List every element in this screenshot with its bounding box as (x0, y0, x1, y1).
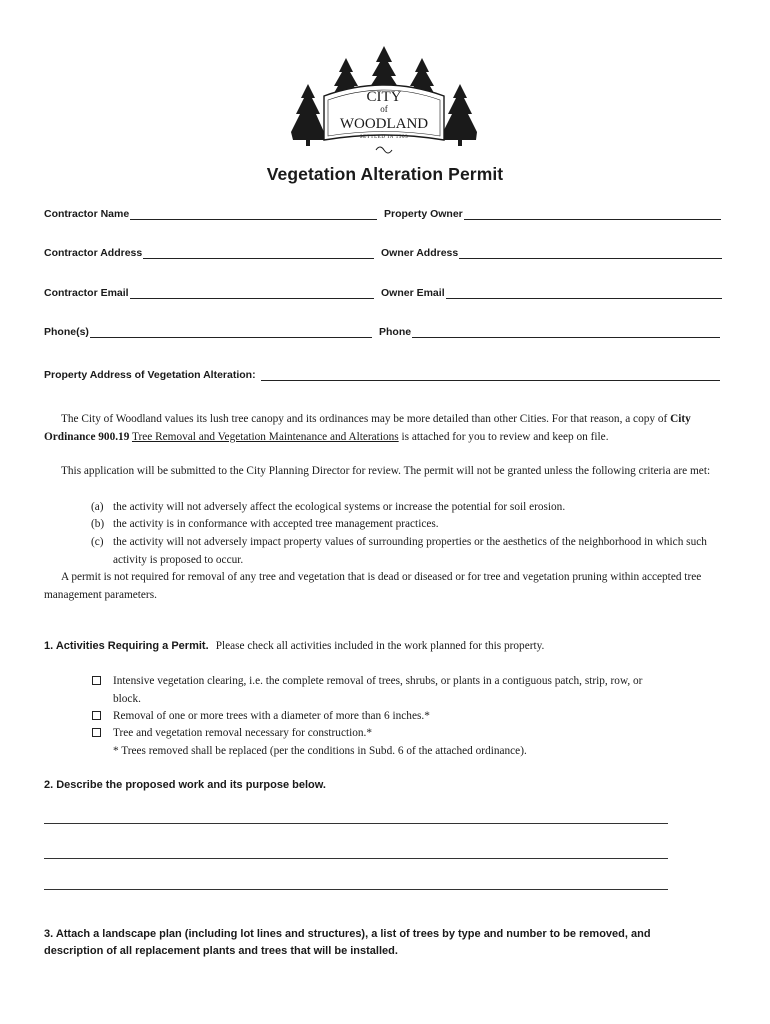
property-owner-label: Property Owner (384, 208, 463, 220)
property-address-field[interactable] (44, 369, 720, 381)
replacement-footnote: * Trees removed shall be replaced (per the conditions in Subd. 6 of the attached ordinance). (113, 745, 527, 757)
description-line-2[interactable] (44, 858, 668, 859)
checkbox-tree-removal-diameter[interactable] (92, 711, 101, 720)
contractor-address-field[interactable] (44, 247, 374, 259)
ordinance-title: Tree Removal and Vegetation Maintenance and Alterations (131, 430, 399, 443)
section-1-heading: 1. Activities Requiring a Permit. Please check all activities included in the work planned for this property. (44, 640, 545, 652)
owner-email-field[interactable] (381, 287, 722, 299)
owner-address-label: Owner Address (381, 247, 459, 259)
property-owner-field[interactable] (384, 208, 721, 220)
phones-label: Phone(s) (44, 326, 89, 338)
page-title: Vegetation Alteration Permit (266, 164, 504, 184)
flourish-icon (376, 147, 392, 153)
phone-field[interactable] (379, 326, 720, 338)
owner-email-label: Owner Email (381, 287, 445, 299)
contractor-address-label: Contractor Address (44, 247, 143, 259)
criteria-item-c: (c) the activity will not adversely impact property values of surrounding properties or the aesthetics of the neighborhood in which such activity is proposed to occur. (91, 536, 707, 566)
checkbox-construction-removal[interactable] (92, 728, 101, 737)
city-of-woodland-logo (284, 44, 484, 162)
option-intensive-clearing: Intensive vegetation clearing, i.e. the complete removal of trees, shrubs, or plants in a contiguous patch, strip, row, or block. (113, 675, 643, 705)
criteria-item-a: (a) the activity will not adversely affect the ecological systems or increase the potential for soil erosion. (91, 501, 566, 513)
contractor-name-label: Contractor Name (44, 208, 130, 220)
logo-woodland-text: WOODLAND (339, 116, 429, 132)
intro-paragraph-1: The City of Woodland values its lush tree canopy and its ordinances may be more detailed than other Cities. For that reason, a copy of City Ordinance 900.19 Tree Removal and Vegetation Maintenance and Alterations is attached for you to review and keep on file. (44, 413, 691, 443)
contractor-name-field[interactable] (44, 208, 377, 220)
logo-city-text: CITY (366, 89, 402, 105)
phones-field[interactable] (44, 326, 372, 338)
intro-paragraph-2: This application will be submitted to the City Planning Director for review. The permit will not be granted unless the following criteria are met: (61, 465, 711, 477)
owner-address-field[interactable] (381, 247, 722, 259)
section-1-instruction: Please check all activities included in the work planned for this property. (215, 640, 545, 652)
section-2-heading: 2. Describe the proposed work and its purpose below. (44, 779, 326, 791)
description-line-3[interactable] (44, 889, 668, 890)
criteria-item-b: (b) the activity is in conformance with accepted tree management practices. (91, 518, 439, 530)
checkbox-intensive-clearing[interactable] (92, 676, 101, 685)
logo-of-text: of (380, 104, 388, 114)
phone-label: Phone (379, 326, 412, 338)
option-construction-removal: Tree and vegetation removal necessary for construction.* (113, 727, 373, 739)
section-3-heading: 3. Attach a landscape plan (including lot lines and structures), a list of trees by type and number to be removed, and description of all replacement plants and trees that will be installed. (44, 928, 651, 957)
intro-paragraph-3: A permit is not required for removal of any tree and vegetation that is dead or diseased or for tree and vegetation pruning within accepted tree management parameters. (44, 571, 702, 601)
contractor-email-label: Contractor Email (44, 287, 129, 299)
description-line-1[interactable] (44, 823, 668, 824)
property-address-label: Property Address of Vegetation Alteration: (44, 369, 256, 381)
option-tree-removal-diameter: Removal of one or more trees with a diameter of more than 6 inches.* (113, 710, 430, 722)
logo-settled-text: SETTLED IN 1903 (359, 135, 409, 140)
contractor-email-field[interactable] (44, 287, 374, 299)
